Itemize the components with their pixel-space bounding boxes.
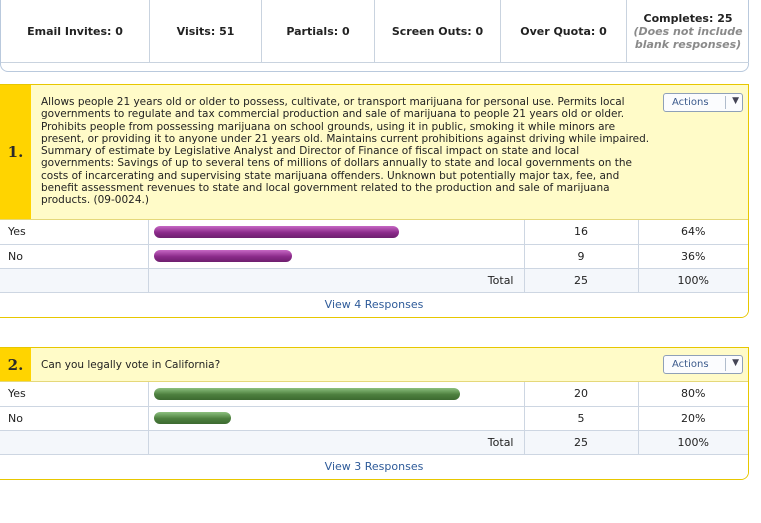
question-number: 1. <box>0 85 31 219</box>
response-bar <box>154 412 231 424</box>
question-number: 2. <box>0 348 31 381</box>
actions-label: Actions <box>672 97 709 108</box>
response-bar <box>154 388 460 400</box>
table-row <box>0 220 748 244</box>
answer-percent: 36% <box>638 244 748 268</box>
total-row <box>0 268 748 292</box>
answer-label: Yes <box>0 382 148 406</box>
actions-dropdown[interactable] <box>663 355 743 374</box>
question-header <box>0 348 748 382</box>
answer-table <box>0 382 748 455</box>
question-card-2 <box>0 347 749 480</box>
response-bar <box>154 226 399 238</box>
view-responses-link[interactable]: View 3 Responses <box>0 455 748 479</box>
table-row <box>0 382 748 406</box>
partials-stat: Partials: 0 <box>262 0 375 63</box>
question-text: Can you legally vote in California? <box>41 359 221 371</box>
question-header <box>0 85 748 220</box>
total-count: 25 <box>524 430 638 454</box>
answer-table <box>0 220 748 293</box>
answer-percent: 64% <box>638 220 748 244</box>
total-row <box>0 430 748 454</box>
bar-cell <box>148 406 524 430</box>
completes-stat <box>627 0 750 63</box>
answer-count: 16 <box>524 220 638 244</box>
chevron-down-icon: ▼ <box>732 358 739 368</box>
answer-percent: 20% <box>638 406 748 430</box>
bar-cell <box>148 382 524 406</box>
chevron-down-icon: ▼ <box>732 96 739 106</box>
answer-percent: 80% <box>638 382 748 406</box>
bar-cell <box>148 244 524 268</box>
over-quota-stat: Over Quota: 0 <box>501 0 627 63</box>
table-row <box>0 406 748 430</box>
completes-label: Completes: 25 <box>643 11 733 25</box>
total-percent: 100% <box>638 430 748 454</box>
answer-count: 5 <box>524 406 638 430</box>
survey-stats-panel <box>0 0 749 72</box>
completes-note: (Does not include blank responses) <box>633 24 743 51</box>
question-card-1 <box>0 84 749 318</box>
total-label: Total <box>148 268 524 292</box>
survey-stats-table <box>1 0 749 63</box>
response-bar <box>154 250 292 262</box>
answer-count: 20 <box>524 382 638 406</box>
total-percent: 100% <box>638 268 748 292</box>
view-responses-link[interactable]: View 4 Responses <box>0 293 748 317</box>
answer-label: No <box>0 244 148 268</box>
answer-count: 9 <box>524 244 638 268</box>
actions-dropdown[interactable] <box>663 93 743 112</box>
total-count: 25 <box>524 268 638 292</box>
answer-label: No <box>0 406 148 430</box>
email-invites-stat: Email Invites: 0 <box>1 0 150 63</box>
question-text: Allows people 21 years old or older to possess, cultivate, or transport marijuana for personal use. Permits local governments to regulate and tax commercial production and sale of marijuana to people 21 years old or older. Prohibits people from possessing marijuana on school grounds, using it in public, smoking it while minors are present, or providing it to anyone under 21 years old. Maintains current prohibitions against driving while impaired. Summary of estimate by Legislative Analyst and Director of Finance of fiscal impact on state and local governments: Savings of up to several tens of millions of dollars annually to state and local governments on the costs of incarcerating and supervising state marijuana offenders. Unknown but potentially major tax, fee, and benefit assessment revenues to state and local government related to the production and sale of marijuana products. (09-0024.) <box>41 96 650 207</box>
screen-outs-stat: Screen Outs: 0 <box>375 0 501 63</box>
visits-stat: Visits: 51 <box>150 0 262 63</box>
dropdown-divider <box>725 96 726 109</box>
table-row <box>0 244 748 268</box>
bar-cell <box>148 220 524 244</box>
actions-label: Actions <box>672 359 709 370</box>
total-label: Total <box>148 430 524 454</box>
answer-label: Yes <box>0 220 148 244</box>
dropdown-divider <box>725 358 726 371</box>
